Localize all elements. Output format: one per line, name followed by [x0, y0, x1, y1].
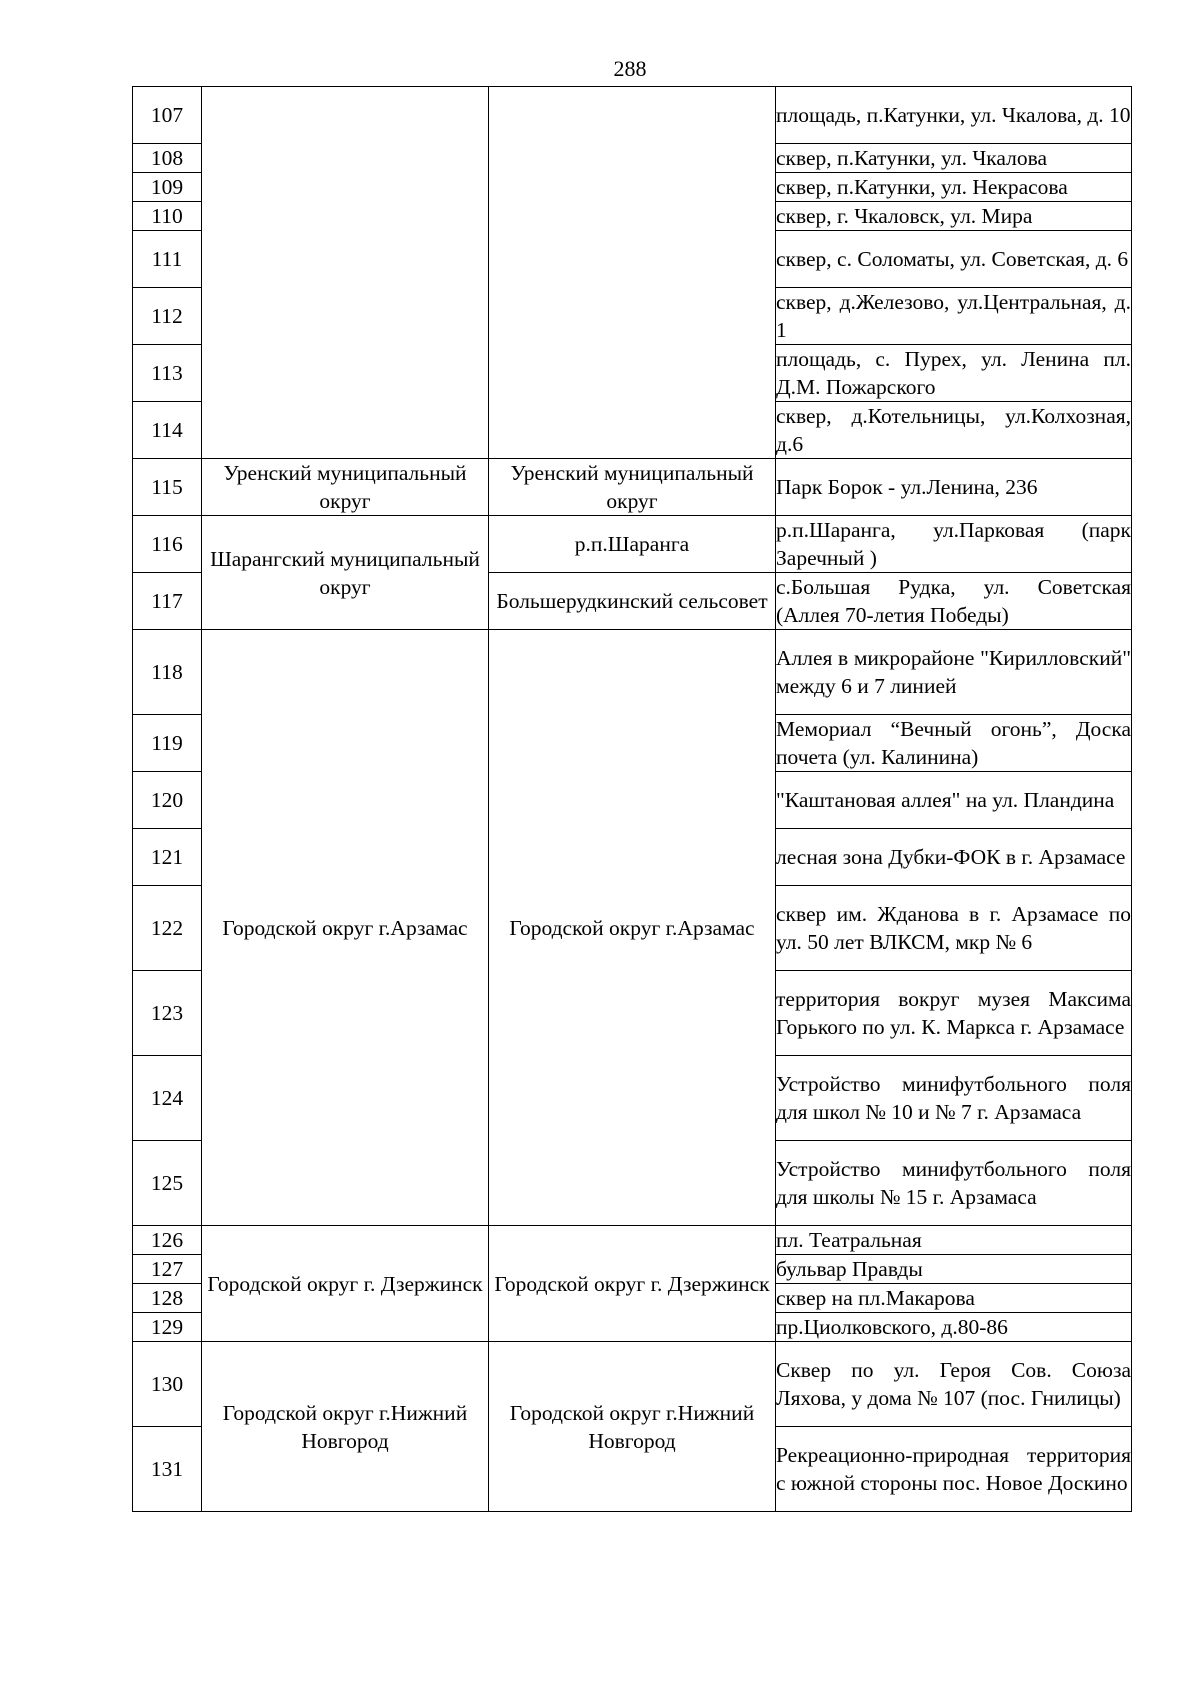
table-row — [133, 87, 1132, 144]
row-number: 115 — [133, 459, 202, 516]
object-cell: с.Большая Рудка, ул. Советская (Аллея 70-летия Победы) — [776, 573, 1132, 630]
object-cell: Мемориал “Вечный огонь”, Доска почета (ул. Калинина) — [776, 715, 1132, 772]
table-row — [133, 459, 1132, 516]
row-number: 124 — [133, 1056, 202, 1141]
object-cell: Устройство минифутбольного поля для школ № 10 и № 7 г. Арзамаса — [776, 1056, 1132, 1141]
table-row — [133, 630, 1132, 715]
district-cell: Городской округ г. Дзержинск — [202, 1226, 489, 1342]
object-cell: Аллея в микрорайоне "Кирилловский" между 6 и 7 линией — [776, 630, 1132, 715]
row-number: 113 — [133, 345, 202, 402]
settlement-cell: Уренский муниципальный округ — [489, 459, 776, 516]
row-number: 130 — [133, 1342, 202, 1427]
row-number: 116 — [133, 516, 202, 573]
row-number: 122 — [133, 886, 202, 971]
row-number: 125 — [133, 1141, 202, 1226]
district-cell: Шарангский муниципальный округ — [202, 516, 489, 630]
object-cell: сквер, г. Чкаловск, ул. Мира — [776, 202, 1132, 231]
object-cell: пр.Циолковского, д.80-86 — [776, 1313, 1132, 1342]
object-cell: площадь, с. Пурех, ул. Ленина пл. Д.М. Пожарского — [776, 345, 1132, 402]
object-cell: Парк Борок - ул.Ленина, 236 — [776, 459, 1132, 516]
district-cell: Городской округ г.Нижний Новгород — [202, 1342, 489, 1512]
object-cell: бульвар Правды — [776, 1255, 1132, 1284]
row-number: 118 — [133, 630, 202, 715]
object-cell: сквер им. Жданова в г. Арзамасе по ул. 50 лет ВЛКСМ, мкр № 6 — [776, 886, 1132, 971]
object-cell: сквер, д.Железово, ул.Центральная, д. 1 — [776, 288, 1132, 345]
object-cell: территория вокруг музея Максима Горького по ул. К. Маркса г. Арзамасе — [776, 971, 1132, 1056]
row-number: 128 — [133, 1284, 202, 1313]
object-cell: Рекреационно-природная территория с южной стороны пос. Новое Доскино — [776, 1427, 1132, 1512]
object-cell: сквер, п.Катунки, ул. Чкалова — [776, 144, 1132, 173]
page-number: 288 — [613, 56, 647, 81]
object-cell: Устройство минифутбольного поля для школы № 15 г. Арзамаса — [776, 1141, 1132, 1226]
district-cell — [202, 87, 489, 459]
object-cell: лесная зона Дубки-ФОК в г. Арзамасе — [776, 829, 1132, 886]
row-number: 111 — [133, 231, 202, 288]
table-row — [133, 1342, 1132, 1427]
object-cell: сквер, п.Катунки, ул. Некрасова — [776, 173, 1132, 202]
object-cell: сквер на пл.Макарова — [776, 1284, 1132, 1313]
district-cell: Уренский муниципальный округ — [202, 459, 489, 516]
row-number: 109 — [133, 173, 202, 202]
row-number: 121 — [133, 829, 202, 886]
settlement-cell: Большерудкинский сельсовет — [489, 573, 776, 630]
row-number: 108 — [133, 144, 202, 173]
row-number: 114 — [133, 402, 202, 459]
row-number: 119 — [133, 715, 202, 772]
object-cell: сквер, д.Котельницы, ул.Колхозная, д.6 — [776, 402, 1132, 459]
row-number: 129 — [133, 1313, 202, 1342]
table-row — [133, 1226, 1132, 1255]
table-row — [133, 516, 1132, 573]
row-number: 110 — [133, 202, 202, 231]
row-number: 123 — [133, 971, 202, 1056]
row-number: 120 — [133, 772, 202, 829]
settlement-cell: Городской округ г.Нижний Новгород — [489, 1342, 776, 1512]
row-number: 107 — [133, 87, 202, 144]
settlement-cell: Городской округ г. Дзержинск — [489, 1226, 776, 1342]
settlement-cell: Городской округ г.Арзамас — [489, 630, 776, 1226]
row-number: 126 — [133, 1226, 202, 1255]
settlement-cell: р.п.Шаранга — [489, 516, 776, 573]
object-cell: площадь, п.Катунки, ул. Чкалова, д. 10 — [776, 87, 1132, 144]
row-number: 117 — [133, 573, 202, 630]
objects-table — [132, 86, 1132, 1512]
object-cell: пл. Театральная — [776, 1226, 1132, 1255]
settlement-cell — [489, 87, 776, 459]
object-cell: р.п.Шаранга, ул.Парковая (парк Заречный ) — [776, 516, 1132, 573]
row-number: 112 — [133, 288, 202, 345]
object-cell: "Каштановая аллея" на ул. Пландина — [776, 772, 1132, 829]
object-cell: сквер, с. Соломаты, ул. Советская, д. 6 — [776, 231, 1132, 288]
object-cell: Сквер по ул. Героя Сов. Союза Ляхова, у дома № 107 (пос. Гнилицы) — [776, 1342, 1132, 1427]
row-number: 131 — [133, 1427, 202, 1512]
district-cell: Городской округ г.Арзамас — [202, 630, 489, 1226]
row-number: 127 — [133, 1255, 202, 1284]
